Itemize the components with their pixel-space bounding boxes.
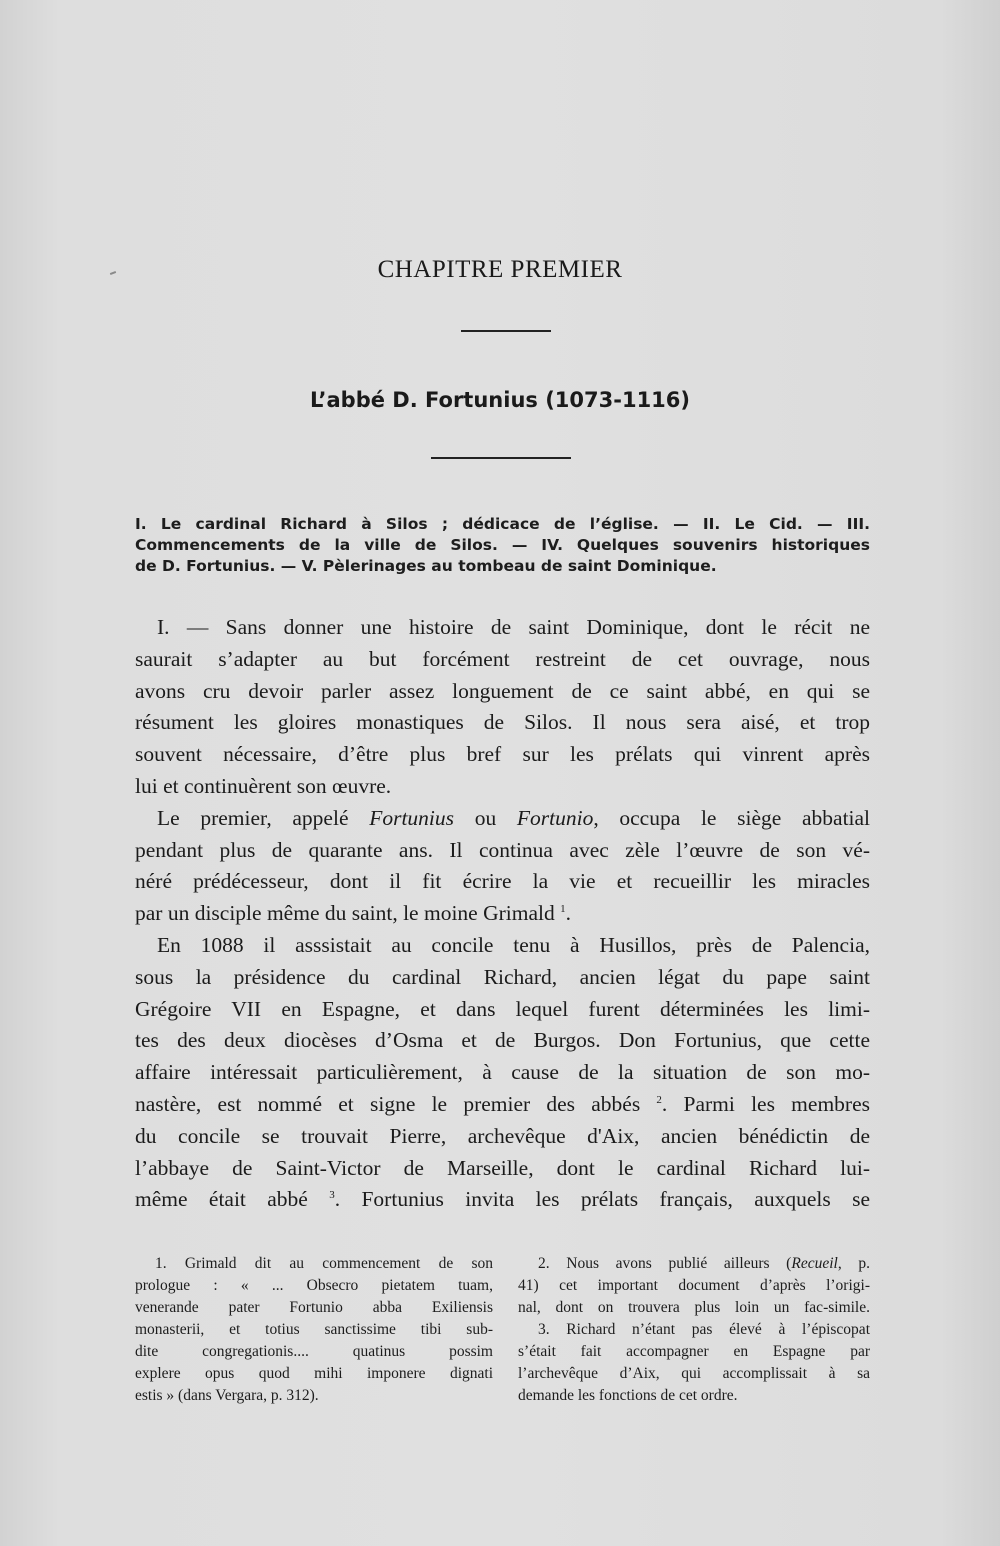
body-text-run: ou xyxy=(474,805,497,830)
body-line: affaire intéressait particulièrement, à cause de la situation de son mo- xyxy=(135,1060,870,1085)
body-text xyxy=(135,612,870,1216)
footnote-line: nal, dont on trouvera plus loin un fac-simile. xyxy=(518,1299,870,1316)
body-text-run: , occupa le siège abbatial xyxy=(593,805,871,830)
italic-title: Recueil xyxy=(791,1255,838,1272)
footnote-line: l’archevêque d’Aix, qui accomplissait à sa xyxy=(518,1365,870,1382)
body-text-run: . Parmi les membres xyxy=(661,1091,870,1116)
summary-line: de D. Fortunius. — V. Pèlerinages au tombeau de saint Dominique. xyxy=(135,557,717,575)
footnotes-left-column xyxy=(135,1253,493,1407)
body-line: sous la présidence du cardinal Richard, ancien légat du pape saint xyxy=(135,964,870,989)
body-line: I. — Sans donner une histoire de saint Dominique, dont le récit ne xyxy=(157,615,870,639)
summary-line: I. Le cardinal Richard à Silos ; dédicace de l’église. — II. Le Cid. — III. xyxy=(135,515,870,533)
footnote-ref: 3 xyxy=(329,1189,335,1202)
body-text-run: Le premier, appelé xyxy=(157,805,349,830)
body-line: du concile se trouvait Pierre, archevêque d'Aix, ancien bénédictin de xyxy=(135,1123,870,1148)
footnotes-right-column xyxy=(518,1253,870,1407)
body-line xyxy=(135,803,870,835)
chapter-title: CHAPITRE PREMIER xyxy=(377,256,623,283)
body-line: souvent nécessaire, d’être plus bref sur les prélats qui vinrent après xyxy=(135,742,870,767)
body-line: lui et continuèrent son œuvre. xyxy=(135,773,392,798)
body-text-run: . Fortunius invita les prélats français, auxquels se xyxy=(334,1187,871,1212)
body-text-run: par un disciple même du saint, le moine Grimald xyxy=(135,901,555,926)
body-text-run: . xyxy=(565,901,571,926)
footnote-line: estis » (dans Vergara, p. 312). xyxy=(135,1387,319,1404)
body-line: saurait s’adapter au but forcément restreint de cet ouvrage, nous xyxy=(135,646,870,671)
footnote-text-run: , p. xyxy=(837,1255,871,1272)
body-line xyxy=(135,1089,870,1121)
footnote-line: 41) cet important document d’après l’origi- xyxy=(518,1277,870,1294)
body-line xyxy=(135,1184,870,1216)
section-rule xyxy=(431,457,571,459)
body-line: l’abbaye de Saint-Victor de Marseille, dont le cardinal Richard lui- xyxy=(135,1155,870,1180)
body-line: tes des deux diocèses d’Osma et de Burgos. Don Fortunius, que cette xyxy=(135,1028,870,1053)
footnote-line: 3. Richard n’étant pas élevé à l’épiscopat xyxy=(538,1321,870,1338)
footnote-line: explere opus quod mihi imponere dignati xyxy=(135,1365,493,1382)
body-line: néré prédécesseur, dont il fit écrire la vie et recueillir les miracles xyxy=(135,869,870,894)
footnote-line: s’était fait accompagner en Espagne par xyxy=(518,1343,870,1360)
body-text-run: nastère, est nommé et signe le premier des abbés xyxy=(135,1091,641,1116)
footnote-line xyxy=(518,1253,870,1275)
footnotes xyxy=(135,1253,870,1423)
footnote-line: prologue : « ... Obsecro pietatem tuam, xyxy=(135,1277,493,1294)
body-line: pendant plus de quarante ans. Il continua avec zèle l’œuvre de son vé- xyxy=(135,837,870,862)
body-line xyxy=(135,898,870,930)
footnote-line: 1. Grimald dit au commencement de son xyxy=(155,1255,493,1272)
summary-line: Commencements de la ville de Silos. — IV. Quelques souvenirs historiques xyxy=(135,536,870,554)
footnote-ref: 2 xyxy=(656,1093,662,1106)
body-line: résument les gloires monastiques de Silos. Il nous sera aisé, et trop xyxy=(135,710,870,735)
footnote-text-run: 2. Nous avons publié ailleurs ( xyxy=(538,1255,792,1272)
footnote-ref: 1 xyxy=(560,903,566,916)
section-title: L’abbé D. Fortunius (1073-1116) xyxy=(309,388,691,412)
chapter-summary xyxy=(135,514,870,577)
italic-name: Fortunio xyxy=(516,805,594,830)
title-rule xyxy=(461,330,551,332)
footnote-line: demande les fonctions de cet ordre. xyxy=(518,1387,738,1404)
footnote-line: dite congregationis.... quatinus possim xyxy=(135,1343,493,1360)
body-text-run: même était abbé xyxy=(135,1187,308,1212)
footnote-line: monasterii, et totius sanctissime tibi sub- xyxy=(135,1321,493,1338)
body-line: En 1088 il asssistait au concile tenu à Husillos, près de Palencia, xyxy=(157,932,870,957)
body-line: avons cru devoir parler assez longuement de ce saint abbé, en qui se xyxy=(135,678,870,703)
footnote-line: venerande pater Fortunio abba Exiliensis xyxy=(135,1299,493,1316)
body-line: Grégoire VII en Espagne, et dans lequel furent déterminées les limi- xyxy=(135,996,870,1021)
italic-name: Fortunius xyxy=(369,805,455,830)
